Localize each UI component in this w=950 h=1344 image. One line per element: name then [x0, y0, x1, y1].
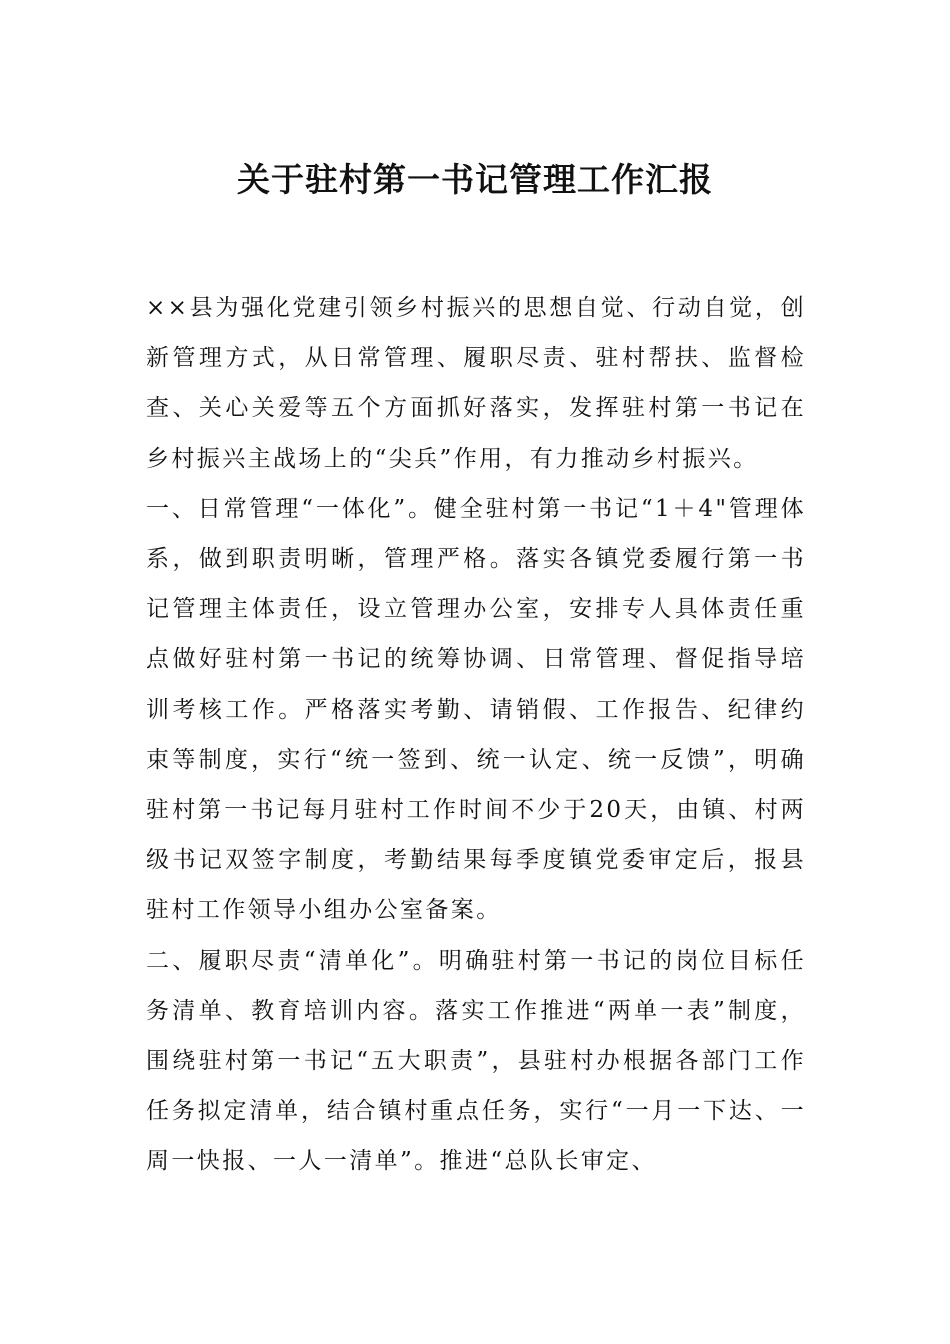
section-1-paragraph: 一、日常管理“一体化”。健全驻村第一书记“1＋4"管理体系，做到职责明晰，管理严格。落实各镇党委履行第一书记管理主体责任，设立管理办公室，安排专人具体责任重点做好驻村第一书记的统筹协调、日常管理、督促指导培训考核工作。严格落实考勤、请销假、工作报告、纪律约束等制度，实行“统一签到、统一认定、统一反馈”，明确驻村第一书记每月驻村工作时间不少于20天，由镇、村两级书记双签字制度，考勤结果每季度镇党委审定后，报县驻村工作领导小组办公室备案。 — [146, 495, 806, 924]
document-body — [146, 283, 806, 1187]
intro-paragraph: ××县为强化党建引领乡村振兴的思想自觉、行动自觉，创新管理方式，从日常管理、履职尽责、驻村帮扶、监督检查、关心关爱等五个方面抓好落实，发挥驻村第一书记在乡村振兴主战场上的“尖兵”作用，有力推动乡村振兴。 — [146, 295, 806, 472]
section-2-paragraph: 二、履职尽责“清单化”。明确驻村第一书记的岗位目标任务清单、教育培训内容。落实工作推进“两单一表”制度，围绕驻村第一书记“五大职责”，县驻村办根据各部门工作任务拟定清单，结合镇村重点任务，实行“一月一下达、一周一快报、一人一清单”。推进“总队长审定、 — [146, 947, 806, 1175]
document-title: 关于驻村第一书记管理工作汇报 — [237, 160, 713, 199]
